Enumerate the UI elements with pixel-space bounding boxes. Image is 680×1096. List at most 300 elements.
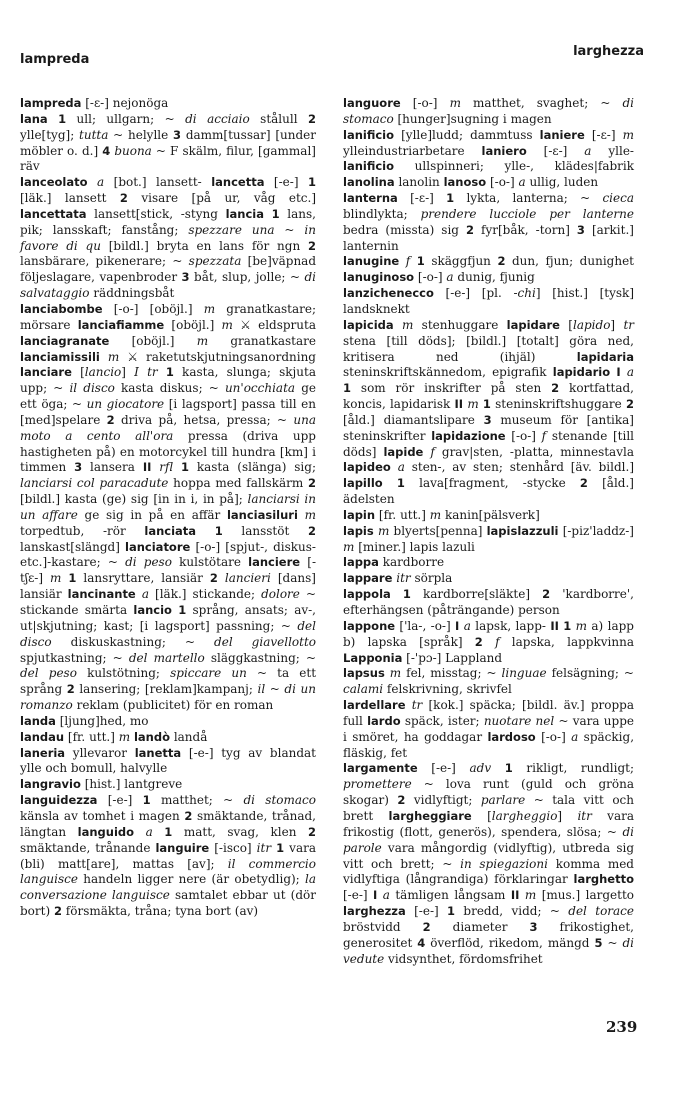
- definition-text: felskrivning, skrivfel: [383, 682, 512, 697]
- definition-text: ~ F skälm, filur, [gammal] räv: [20, 143, 316, 174]
- definition-text: [158, 365, 166, 379]
- dictionary-entry: [343, 571, 634, 587]
- italic-text: prendere lucciole per lanterne: [420, 206, 634, 221]
- definition-text: [: [71, 365, 85, 380]
- italic-text: a: [145, 824, 153, 839]
- definition-text: fyr[båk, -torn]: [474, 222, 577, 237]
- page-number: 239: [606, 1018, 638, 1036]
- headword: 1: [68, 571, 77, 586]
- definition-text: stenhuggare: [413, 317, 507, 332]
- italic-text: m: [429, 507, 442, 522]
- definition-text: frikostighet, generositet: [343, 919, 634, 950]
- definition-text: kulstötare: [171, 555, 249, 570]
- definition-text: sörpla: [410, 571, 453, 586]
- headword: 1: [446, 191, 455, 206]
- definition-text: [483, 635, 495, 649]
- definition-text: [: [471, 808, 492, 823]
- definition-text: [383, 476, 397, 490]
- definition-text: [åld.] ädelsten: [343, 476, 634, 507]
- italic-text: un giocatore: [86, 397, 165, 412]
- headword: 2: [209, 571, 218, 586]
- headword: lapsus: [343, 666, 385, 681]
- headword: lapislazzuli: [486, 523, 559, 538]
- definition-text: [-o-]: [400, 96, 450, 110]
- headword: landò: [133, 729, 170, 744]
- italic-text: lancieri: [224, 571, 271, 586]
- definition-text: [-ɛ-]: [397, 191, 447, 206]
- definition-text: lanolin: [394, 175, 444, 190]
- definition-text: stålull: [249, 111, 308, 126]
- definition-text: vara (bli) matt[are], mattas [av];: [20, 840, 316, 871]
- definition-text: [åld.] diamantslipare: [343, 412, 484, 427]
- headword: lancettata: [20, 206, 87, 221]
- definition-text: a) lapp b) lapska [språk]: [343, 618, 634, 649]
- definition-text: [298, 508, 305, 522]
- definition-text: ylle[tyg];: [20, 127, 80, 142]
- definition-text: lapsk, lapp-: [470, 618, 551, 633]
- headword: 2: [307, 111, 316, 126]
- dictionary-entry: [343, 286, 634, 318]
- dictionary-entry: [343, 318, 634, 508]
- italic-text: di stomaco: [343, 96, 634, 126]
- definition-text: språng, ansats; av-, ut|skjutning; kast; [i lagsport] passning; ~: [20, 603, 316, 633]
- headword: lanciasiluri: [226, 507, 298, 522]
- definition-text: kortfattad, koncis, lapidarisk: [343, 381, 634, 412]
- definition-text: granatkastare: [208, 333, 316, 348]
- definition-text: [391, 460, 398, 474]
- headword: 3: [529, 919, 538, 934]
- italic-text: del disco: [20, 618, 316, 649]
- italic-text: a: [518, 175, 526, 190]
- definition-text: [264, 207, 272, 221]
- definition-text: rikligt, rundligt;: [512, 761, 634, 776]
- headword: lappone: [343, 618, 396, 633]
- definition-text: ylle-: [591, 143, 634, 158]
- definition-text: spjutkastning; ~: [20, 650, 129, 665]
- definition-text: lansering; [reklam]kampanj;: [74, 682, 258, 697]
- definition-text: lans, pik; lansskaft; fanstång;: [20, 206, 316, 237]
- definition-text: matthet, svaghet; ~: [460, 96, 623, 110]
- headword: lanificio: [343, 159, 395, 174]
- italic-text: itr: [256, 840, 272, 855]
- definition-text: samtalet ebbar ut (dör bort): [20, 888, 316, 919]
- definition-text: ull; ullgarn; ~: [66, 111, 186, 126]
- italic-text: di parole: [343, 824, 634, 855]
- definition-text: steninskriftshuggare: [490, 397, 626, 412]
- italic-text: calami: [343, 682, 384, 697]
- headword: lancia: [225, 206, 264, 221]
- definition-text: ~ vara uppe i smöret, ha goddagar: [343, 713, 634, 744]
- definition-text: ]: [557, 808, 578, 823]
- italic-text: parlare: [480, 793, 526, 808]
- definition-text: ~ ta ett språng: [20, 666, 317, 697]
- headword: 1: [416, 254, 425, 269]
- headword: 2: [542, 587, 551, 602]
- definition-text: [48, 112, 58, 126]
- definition-text: [173, 460, 181, 474]
- italic-text: m: [203, 301, 216, 316]
- italic-text: m: [196, 333, 209, 348]
- definition-text: stena [till döds]; [bildl.] [totalt] göra ned, kritisera ned (ihjäl): [343, 333, 634, 364]
- definition-text: torpedtub, -rör: [20, 523, 145, 538]
- headword: lanciafiamme: [77, 317, 165, 332]
- definition-text: späckig, fläskig, fet: [343, 729, 635, 760]
- italic-text: adv: [469, 761, 492, 776]
- headword: lappa: [343, 555, 379, 570]
- italic-text: m: [389, 666, 402, 681]
- definition-text: lansstöt: [222, 523, 308, 538]
- headword: lapidario: [552, 365, 611, 380]
- dictionary-entry: [20, 793, 316, 920]
- definition-text: lansryttare, lansiär: [76, 571, 210, 586]
- definition-text: hoppa med fallskärm: [168, 476, 308, 491]
- definition-text: [-ɛ-]: [584, 127, 623, 142]
- definition-text: skäggfjun: [424, 254, 498, 269]
- headword: 1: [447, 904, 456, 919]
- dictionary-entry: [343, 191, 634, 254]
- headword: 1: [58, 111, 67, 126]
- headword: lanetta: [134, 745, 182, 760]
- definition-text: [-o-] [oböjl.]: [102, 301, 204, 316]
- definition-text: [bot.] lansett-: [104, 175, 212, 190]
- definition-text: diameter: [430, 919, 530, 934]
- headword: 2: [551, 381, 560, 396]
- headword: laniero: [481, 143, 527, 158]
- headword: lanciere: [248, 555, 301, 570]
- headword: 1: [214, 523, 223, 538]
- definition-text: ⚔ eldspruta: [232, 317, 316, 332]
- definition-text: [ylle]ludd; dammtuss: [394, 127, 540, 142]
- definition-text: vara mångordig (vidlyftig), utbreda sig vitt och brett; ~: [343, 840, 634, 871]
- italic-text: m: [449, 96, 461, 110]
- headword: 3: [74, 460, 83, 475]
- headword: lapillo: [343, 476, 383, 491]
- definition-text: smäktande, trånad, längtan: [20, 808, 316, 839]
- italic-text: di salvataggio: [20, 270, 317, 301]
- headword: lampreda: [20, 96, 82, 110]
- definition-text: komma med vidlyftiga (långrandiga) förklaringar: [343, 856, 634, 887]
- definition-text: vara frikostig (flott, generös), spendera, slösa; ~: [343, 808, 634, 839]
- headword: 2: [466, 222, 475, 237]
- definition-text: [mus.] largetto: [536, 888, 634, 903]
- definition-text: bredd, vidd; ~: [455, 904, 569, 919]
- headword: 3: [483, 412, 492, 427]
- definition-text: vidlyftigt;: [405, 793, 481, 808]
- dictionary-entry: [343, 619, 634, 667]
- definition-text: lansbärare, pikenerare; ~: [20, 254, 189, 269]
- definition-text: [oböjl.]: [164, 317, 222, 332]
- headword: lapidare: [506, 317, 560, 332]
- italic-text: m: [575, 618, 588, 633]
- definition-text: fel, misstag; ~: [401, 666, 502, 681]
- italic-text: largheggio: [491, 808, 558, 823]
- right-column: [343, 96, 634, 967]
- definition-text: kardborre[släkte]: [410, 587, 543, 602]
- italic-text: m: [401, 317, 414, 332]
- italic-text: m: [118, 729, 131, 744]
- headword: lanciabombe: [20, 301, 103, 316]
- headword: 2: [625, 397, 634, 412]
- dictionary-entry: [343, 128, 634, 191]
- definition-text: [bildl.] bryta en lans för ngn: [100, 238, 308, 253]
- definition-text: [-o-] [spjut-, diskus- etc.]-kastare; ~: [20, 539, 316, 570]
- headword: lanuginoso: [343, 270, 415, 285]
- definition-text: överflöd, rikedom, mängd: [425, 935, 595, 950]
- italic-text: m: [343, 539, 355, 554]
- definition-text: lava[fragment, -stycke: [404, 476, 580, 491]
- definition-text: [-e-]: [405, 904, 448, 919]
- headword: lapideo: [343, 460, 391, 475]
- headword: larghezza: [343, 904, 406, 919]
- headword: lanoso: [443, 175, 487, 190]
- definition-text: ullig, luden: [525, 175, 599, 190]
- italic-text: a: [584, 143, 592, 158]
- definition-text: [be]väpnad följeslagare, vapenbroder: [20, 254, 317, 285]
- dictionary-entry: [343, 761, 634, 967]
- italic-text: itr: [577, 808, 592, 823]
- definition-text: yllevaror: [65, 745, 135, 760]
- headword: 2: [307, 824, 316, 839]
- italic-text: del peso: [20, 666, 77, 681]
- definition-text: släggkastning; ~: [204, 650, 317, 665]
- definition-text: ge ett öga; ~: [20, 381, 316, 412]
- dictionary-entry: [20, 730, 316, 746]
- italic-text: lancio: [84, 365, 122, 380]
- italic-text: m: [107, 349, 120, 364]
- headword: 2: [184, 808, 193, 823]
- headword: 1: [504, 761, 513, 776]
- definition-text: reklam (publicitet) för en roman: [72, 698, 274, 713]
- definition-text: [88, 175, 97, 189]
- definition-text: pressa (driva upp hastigheten på) en motorcykel till hundra [km] i timmen: [20, 428, 316, 475]
- headword: lardellare: [343, 698, 406, 713]
- italic-text: spezzare una ~ in favore di qu: [20, 222, 316, 253]
- definition-text: ~ stickande smärta: [20, 587, 316, 617]
- dictionary-entry: [343, 587, 634, 619]
- headword: lapidaria: [576, 349, 634, 364]
- headword: laniere: [539, 127, 585, 142]
- definition-text: [153, 825, 165, 839]
- italic-text: linguae: [501, 666, 547, 681]
- definition-text: ['la-, -o-]: [395, 618, 456, 633]
- headword: 1: [180, 460, 189, 475]
- italic-text: la conversazione languisce: [20, 872, 316, 903]
- italic-text: f: [495, 634, 500, 649]
- italic-text: nuotare nel: [483, 713, 555, 728]
- italic-text: tutta: [79, 127, 109, 142]
- definition-text: [-o-]: [486, 175, 519, 190]
- definition-text: blindlykta;: [343, 206, 421, 221]
- definition-text: ~ helylle: [108, 127, 174, 142]
- headword: 1: [164, 824, 173, 839]
- italic-text: m: [622, 127, 635, 142]
- italic-text: il ~ di un romanzo: [20, 682, 316, 713]
- italic-text: itr: [396, 571, 411, 586]
- definition-text: [-o-]: [505, 428, 542, 443]
- headword: 5: [594, 935, 603, 950]
- definition-text: visare [på ur, våg etc.]: [127, 191, 316, 206]
- definition-text: vidsynthet, fördomsfrihet: [384, 951, 543, 966]
- headword: II: [454, 397, 464, 412]
- headword: languidezza: [20, 793, 98, 808]
- headword: lappare: [343, 571, 393, 586]
- italic-text: I tr: [134, 365, 158, 380]
- definition-text: [fr. utt.]: [375, 507, 430, 522]
- definition-text: [bildl.] kasta (ge) sig [in in i, in på];: [20, 492, 248, 507]
- headword: lancinante: [67, 587, 136, 602]
- definition-text: stenande [till döds]: [343, 428, 635, 459]
- definition-text: [-isco]: [209, 840, 257, 855]
- italic-text: a: [626, 365, 634, 380]
- italic-text: m: [50, 571, 62, 586]
- definition-text: 'kardborre', efterhängsen (påträngande) person: [343, 587, 634, 617]
- definition-text: sten-, av sten; stenhård [äv. bildl.]: [404, 460, 634, 475]
- definition-text: granatkastare; mörsare: [20, 301, 316, 332]
- italic-text: cieca: [602, 191, 634, 206]
- definition-text: ]: [610, 317, 624, 332]
- headword: lardo: [367, 713, 401, 728]
- headword: 1: [165, 365, 174, 380]
- italic-text: spiccare un: [170, 666, 247, 681]
- definition-text: [läk.] lansett: [20, 191, 120, 206]
- running-head-right: larghezza: [573, 44, 644, 59]
- definition-text: [arkit.] lanternin: [343, 222, 634, 253]
- definition-text: ⚔ raketutskjutningsanordning: [119, 349, 316, 364]
- dictionary-entry: [343, 96, 634, 128]
- definition-text: försmäkta, tråna; tyna bort (av): [61, 904, 259, 919]
- headword: 2: [119, 191, 128, 206]
- headword: largheggiare: [388, 808, 472, 823]
- italic-text: a: [397, 460, 405, 475]
- italic-text: in spiegazioni: [460, 856, 548, 871]
- italic-text: a: [97, 175, 105, 190]
- definition-text: [dans] lansiär: [20, 571, 316, 602]
- definition-text: ] [hist.] [tysk] landsknekt: [343, 286, 634, 316]
- definition-text: [-'pɔ-] Lappland: [402, 650, 503, 665]
- definition-text: [hunger]sugning i magen: [393, 111, 552, 126]
- headword: I: [616, 365, 621, 380]
- definition-text: kanin[pälsverk]: [441, 507, 540, 522]
- italic-text: chi: [517, 286, 536, 301]
- definition-text: räddningsbåt: [89, 286, 175, 301]
- definition-text: [-e-]: [417, 761, 470, 776]
- headword: 1: [482, 397, 491, 412]
- headword: lanzichenecco: [343, 286, 434, 301]
- headword: lancio: [133, 603, 172, 617]
- headword: 1: [396, 476, 405, 491]
- headword: 2: [474, 634, 483, 649]
- definition-text: ge sig in på en affär: [77, 507, 227, 522]
- headword: I: [455, 618, 460, 633]
- definition-text: kulstötning;: [76, 666, 171, 681]
- definition-text: felsägning; ~: [546, 666, 634, 681]
- headword: lappola: [343, 587, 391, 602]
- definition-text: [-e-]: [97, 793, 143, 808]
- definition-text: [-tʃɛ-]: [20, 555, 316, 586]
- dictionary-entry: [20, 175, 316, 302]
- headword: 1: [402, 587, 411, 602]
- definition-text: späck, ister;: [400, 713, 484, 728]
- definition-text: tämligen långsam: [389, 888, 511, 903]
- headword: lanugine: [343, 254, 400, 269]
- italic-text: a: [141, 587, 149, 602]
- definition-text: [i lagsport] passa till en [med]spelare: [20, 397, 316, 427]
- italic-text: m: [524, 888, 537, 903]
- italic-text: a: [571, 729, 579, 744]
- definition-text: lanskast[slängd]: [20, 539, 126, 554]
- definition-text: museum för [antika] steninskrifter: [343, 412, 634, 443]
- headword: lanciamissili: [20, 349, 100, 364]
- definition-text: [oböjl.]: [109, 333, 197, 348]
- italic-text: f: [541, 428, 547, 443]
- headword: lanterna: [343, 191, 398, 206]
- definition-text: [391, 587, 403, 601]
- headword: I: [373, 888, 378, 903]
- headword: 1: [343, 381, 352, 396]
- headword: lanciare: [20, 365, 72, 380]
- definition-text: båt, slup, jolle; ~: [189, 270, 305, 285]
- definition-text: steninskriftskännedom, epigrafik: [343, 365, 553, 380]
- definition-text: [-ɛ-]: [526, 143, 585, 158]
- italic-text: lanciarsi col paracadute: [20, 476, 169, 491]
- italic-text: una moto a cento all'ora: [20, 412, 316, 443]
- dictionary-entry: [20, 302, 316, 714]
- headword: lanciata: [144, 523, 197, 538]
- italic-text: del torace: [568, 904, 635, 919]
- definition-text: [491, 761, 505, 775]
- definition-text: matt, svag, klen: [172, 824, 308, 839]
- headword: 3: [181, 270, 190, 285]
- headword: 1: [563, 618, 572, 633]
- headword: 2: [53, 904, 62, 919]
- definition-text: dunig, fjunig: [453, 270, 535, 285]
- definition-text: kasta (slänga) sig;: [188, 460, 316, 475]
- italic-text: m: [467, 397, 479, 412]
- definition-text: handeln ligger nere (är obetydlig);: [77, 872, 305, 887]
- definition-text: [134, 825, 146, 839]
- italic-text: il disco: [69, 381, 115, 396]
- dictionary-entry: [343, 555, 634, 571]
- italic-text: a: [463, 618, 471, 633]
- dictionary-entry: [20, 777, 316, 793]
- definition-text: lapska, lappkvinna: [499, 634, 634, 649]
- definition-text: [-ɛ-] nejonöga: [81, 96, 169, 110]
- headword: lanciagranate: [20, 333, 110, 348]
- definition-text: [ljung]hed, mo: [55, 713, 149, 728]
- italic-text: lapido: [573, 317, 611, 332]
- running-head-left: lampreda: [20, 52, 90, 67]
- definition-text: [hist.] lantgreve: [80, 777, 183, 792]
- italic-text: lanciarsi in un affare: [20, 492, 317, 522]
- definition-text: [-e-]: [343, 888, 374, 903]
- italic-text: spezzata: [188, 254, 242, 269]
- headword: lanceolato: [20, 175, 88, 190]
- headword: 4: [102, 143, 111, 158]
- definition-text: matthet; ~: [150, 793, 244, 808]
- headword: lana: [20, 111, 48, 126]
- headword: lapin: [343, 507, 376, 522]
- headword: II: [142, 460, 152, 475]
- italic-text: m: [221, 317, 233, 332]
- headword: 3: [576, 222, 585, 237]
- definition-text: [fr. utt.]: [64, 729, 119, 744]
- dictionary-entry: [20, 746, 316, 778]
- headword: laneria: [20, 745, 66, 760]
- italic-text: a: [382, 888, 390, 903]
- definition-text: bröstvidd: [343, 919, 423, 934]
- italic-text: di vedute: [343, 935, 635, 966]
- headword: lapidazione: [431, 428, 506, 443]
